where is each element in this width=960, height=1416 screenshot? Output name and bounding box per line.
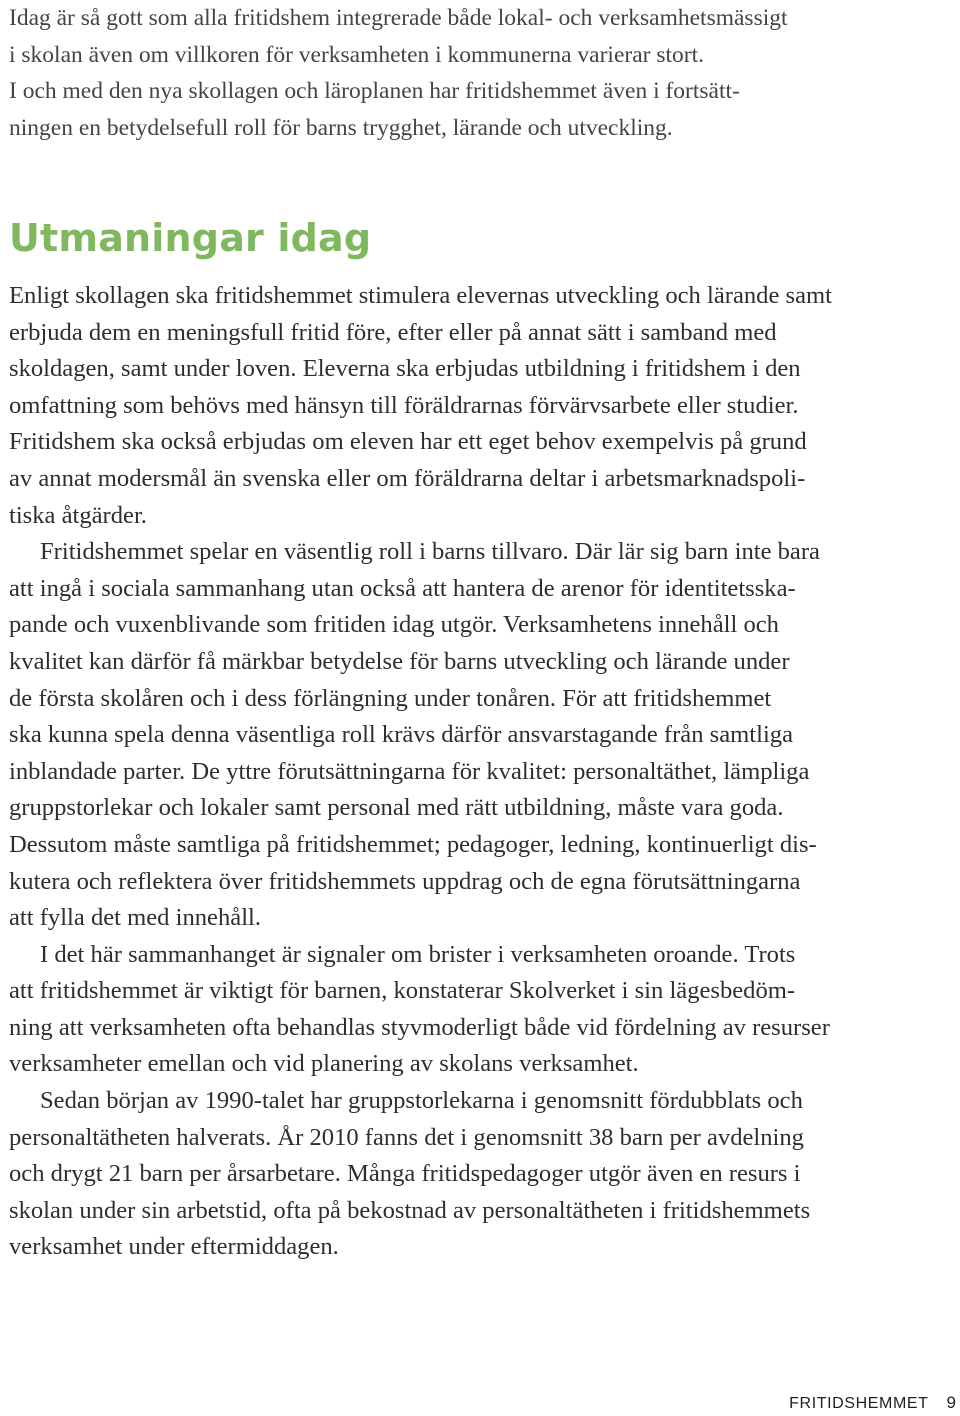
text-line: och drygt 21 barn per årsarbetare. Många fritidspedagoger utgör även en resurs i	[9, 1160, 801, 1188]
text-line: i skolan även om villkoren för verksamheten i kommunerna varierar stort.	[9, 41, 704, 68]
text-line: verksamheter emellan och vid planering av skolans verksamhet.	[9, 1050, 639, 1078]
text-line: Dessutom måste samtliga på fritidshemmet; pedagoger, ledning, kontinuerligt dis-	[9, 830, 817, 858]
text-line: kvalitet kan därför få märkbar betydelse för barns utveckling och lärande under	[9, 647, 790, 675]
text-line: de första skolåren och i dess förlängning under tonåren. För att fritidshemmet	[9, 684, 772, 712]
text-line: skoldagen, samt under loven. Eleverna ska erbjudas utbildning i fritidshem i den	[9, 355, 801, 383]
text-line: ningen en betydelsefull roll för barns trygghet, lärande och utveckling.	[9, 114, 673, 141]
running-footer-title: FRITIDSHEMMET	[789, 1395, 929, 1412]
text-line: att fritidshemmet är viktigt för barnen, konstaterar Skolverket i sin lägesbedöm-	[9, 977, 796, 1005]
text-line: Idag är så gott som alla fritidshem integrerade både lokal- och verksamhetsmässigt	[9, 5, 788, 31]
page-number: 9	[946, 1393, 956, 1412]
text-line: Sedan början av 1990-talet har gruppstorlekarna i genomsnitt fördubblats och	[40, 1087, 803, 1115]
text-line: skolan under sin arbetstid, ofta på bekostnad av personaltätheten i fritidshemmets	[9, 1196, 811, 1224]
text-line: I och med den nya skollagen och läroplanen har fritidshemmet även i fortsätt-	[9, 78, 740, 105]
text-line: att fylla det med innehåll.	[9, 904, 262, 932]
text-line: Fritidshemmet spelar en väsentlig roll i barns tillvaro. Där lär sig barn inte bara	[40, 538, 820, 566]
text-line: pande och vuxenblivande som fritiden idag utgör. Verksamhetens innehåll och	[9, 611, 779, 639]
text-line: verksamhet under eftermiddagen.	[9, 1233, 339, 1261]
text-line: erbjuda dem en meningsfull fritid före, efter eller på annat sätt i samband med	[9, 318, 777, 346]
text-line: inblandade parter. De yttre förutsättningarna för kvalitet: personaltäthet, lämpliga	[9, 757, 810, 785]
text-line: Fritidshem ska också erbjudas om eleven har ett eget behov exempelvis på grund	[9, 428, 807, 456]
text-line: att ingå i sociala sammanhang utan också att hantera de arenor för identitetsska-	[9, 574, 796, 602]
text-line: gruppstorlekar och lokaler samt personal med rätt utbildning, måste vara goda.	[9, 794, 784, 822]
text-line: kutera och reflektera över fritidshemmets uppdrag och de egna förutsättningarna	[9, 867, 801, 895]
text-line: personaltätheten halverats. År 2010 fanns det i genomsnitt 38 barn per avdelning	[9, 1123, 804, 1151]
section-body	[9, 278, 959, 1266]
text-line: I det här sammanhanget är signaler om brister i verksamheten oroande. Trots	[40, 940, 796, 968]
section-heading: Utmaningar idag	[9, 216, 372, 260]
text-line: omfattning som behövs med hänsyn till föräldrarnas förvärvsarbete eller studier.	[9, 391, 799, 419]
page-footer	[789, 1392, 956, 1415]
intro-paragraph	[9, 0, 956, 146]
text-line: ska kunna spela denna väsentliga roll krävs därför ansvarstagande från samtliga	[9, 721, 793, 749]
document-page	[9, 0, 956, 1416]
text-line: ning att verksamheten ofta behandlas styvmoderligt både vid fördelning av resurser	[9, 1013, 830, 1041]
text-line: av annat modersmål än svenska eller om föräldrarna deltar i arbetsmarknadspoli-	[9, 464, 806, 492]
text-line: Enligt skollagen ska fritidshemmet stimulera elevernas utveckling och lärande samt	[9, 282, 832, 309]
text-line: tiska åtgärder.	[9, 501, 147, 529]
